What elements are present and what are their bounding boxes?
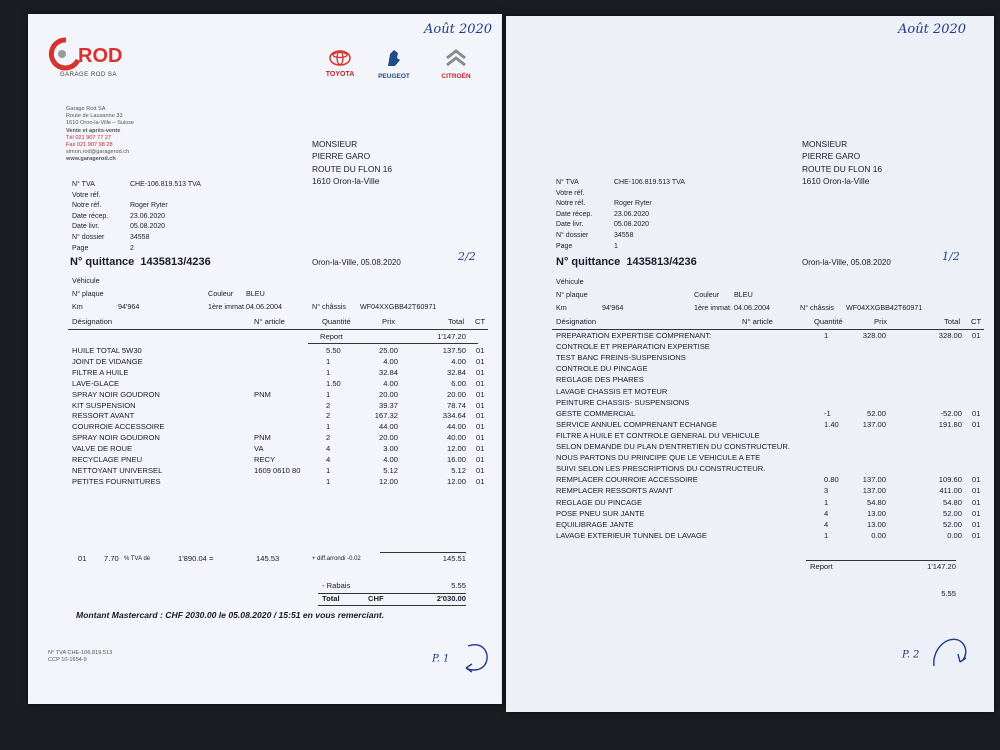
cell-d: SERVICE ANNUEL COMPRENANT ECHANGE	[556, 419, 718, 429]
handwritten-page-mark: 1/2	[942, 250, 960, 263]
cell-q: 1	[326, 476, 331, 486]
table-row	[506, 431, 994, 442]
cell-t: 411.00	[939, 486, 962, 496]
toyota-label: TOYOTA	[325, 71, 355, 78]
report-row: Report 1'147.20	[810, 562, 956, 571]
color-label: Couleur	[694, 290, 720, 299]
cell-c: 01	[476, 356, 485, 366]
cell-t: 44.00	[446, 422, 466, 432]
cell-d: FILTRE A HUILE	[72, 367, 129, 377]
handwritten-date: Août 2020	[898, 22, 967, 37]
signature-arrow-icon	[928, 632, 972, 676]
cell-p: 3.00	[383, 444, 398, 454]
cell-c: 01	[972, 486, 981, 496]
cell-d: JOINT DE VIDANGE	[72, 356, 143, 366]
table-row	[28, 390, 502, 401]
rabais-row: - Rabais 5.55	[322, 581, 466, 590]
cell-d: KIT SUSPENSION	[72, 400, 136, 410]
table-row	[506, 387, 994, 398]
table-row	[506, 475, 994, 486]
cell-p: 0.00	[871, 530, 886, 540]
km-label: Km	[556, 303, 567, 312]
cell-q: 4	[326, 455, 331, 464]
cell-p: 137.00	[862, 486, 886, 496]
cell-t: 40.00	[446, 433, 466, 443]
cell-q: 4	[326, 444, 331, 454]
cell-d: EQUILIBRAGE JANTE	[556, 519, 634, 529]
cell-t: 52.00	[942, 519, 962, 529]
cell-d: SUIVI SELON LES PRESCRIPTIONS DU CONSTRUCTEUR.	[556, 464, 766, 474]
cell-p: 52.00	[866, 408, 886, 418]
cell-a: 1609 0610 80	[254, 465, 301, 475]
company-address: Garage Rod SA Route de Lausanne 33 1610 Oron-la-Ville – Suisse Vente et après-vente Tél 021 907 77 27 Fax 021 907 98 28 simon.rod@garagerod.ch www.garagerod.ch	[66, 106, 134, 163]
cell-q: 1	[326, 389, 331, 399]
color-label: Couleur	[208, 289, 234, 298]
cell-p: 328.00	[862, 331, 886, 340]
cell-a: VA	[254, 444, 264, 454]
vat-row: 01 7.70 % TVA de 1'890.04 = 145.53 + diff.arrondi -0.02 145.51	[78, 554, 466, 563]
cell-d: PEINTURE CHASSIS- SUSPENSIONS	[556, 397, 690, 407]
cell-c: 01	[972, 508, 981, 518]
plate-label: N° plaque	[556, 290, 588, 299]
cell-t: 54.80	[942, 497, 962, 507]
total-row: Total CHF 2'030.00	[322, 594, 466, 603]
cell-d: POSE PNEU SUR JANTE	[556, 508, 645, 518]
cell-d: LAVAGE CHASSIS ET MOTEUR	[556, 386, 668, 396]
vat-rule	[380, 552, 466, 553]
color-value: BLEU	[246, 289, 265, 298]
table-row	[28, 422, 502, 433]
table-header: Désignation N° article Quantité Prix Total CT	[72, 317, 486, 326]
cell-q: 1	[326, 465, 331, 475]
handwritten-signature: P. 1	[432, 638, 494, 678]
km-label: Km	[72, 302, 83, 311]
table-row	[28, 466, 502, 477]
cell-p: 25.00	[378, 346, 398, 355]
cell-c: 01	[972, 419, 981, 429]
handwritten-signature: P. 2	[902, 632, 972, 676]
peugeot-label: PEUGEOT	[378, 73, 410, 80]
first-reg-value: 04.06.2004	[734, 303, 770, 312]
table-row	[28, 433, 502, 444]
citroen-label: CITROËN	[441, 73, 471, 80]
cell-p: 13.00	[866, 508, 886, 518]
cell-c: 01	[476, 476, 485, 486]
cell-p: 12.00	[378, 476, 398, 486]
cell-p: 32.84	[378, 367, 398, 377]
quittance-number: N° quittance 1435813/4236	[556, 256, 697, 268]
cell-c: 01	[476, 444, 485, 454]
cell-d: SPRAY NOIR GOUDRON	[72, 389, 160, 399]
cell-t: 0.00	[947, 530, 962, 540]
cell-p: 54.80	[866, 497, 886, 507]
cell-t: 137.50	[442, 346, 466, 355]
signature-arrow-icon	[460, 638, 494, 678]
rabais-value: 5.55	[941, 589, 956, 598]
table-row	[506, 442, 994, 453]
cell-c: 01	[476, 378, 485, 388]
cell-d: SELON DEMANDE DU PLAN D'ENTRETIEN DU CONSTRUCTEUR.	[556, 442, 790, 451]
cell-t: 5.12	[451, 465, 466, 475]
header-rule	[68, 329, 488, 330]
cell-a: RECY	[254, 455, 276, 464]
table-row	[28, 379, 502, 390]
table-row	[506, 464, 994, 475]
cell-c: 01	[476, 465, 485, 475]
km-value: 94'964	[602, 303, 624, 312]
table-row	[28, 455, 502, 466]
handwritten-date: Août 2020	[424, 22, 493, 37]
cell-d: NOUS PARTONS DU PRINCIPE QUE LE VEHICULE A ETE	[556, 453, 761, 463]
cell-c: 01	[476, 367, 485, 377]
cell-c: 01	[972, 497, 981, 507]
cell-q: 1	[824, 331, 829, 340]
vehicle-title: Véhicule	[556, 277, 584, 286]
cell-p: 4.00	[383, 455, 398, 464]
table-row	[28, 357, 502, 368]
report-row: Report 1'147.20	[320, 332, 466, 341]
cell-t: 109.60	[938, 475, 962, 485]
place-date: Oron-la-Ville, 05.08.2020	[802, 258, 891, 267]
table-row	[506, 364, 994, 375]
cell-t: 52.00	[942, 508, 962, 518]
cell-t: 16.00	[446, 455, 466, 464]
report-rule	[308, 343, 478, 344]
table-row	[506, 486, 994, 497]
cell-c: 01	[476, 389, 485, 399]
table-header: Désignation N° article Quantité Prix Total CT	[556, 317, 982, 326]
cell-d: CONTROLE ET PREPARATION EXPERTISE	[556, 342, 710, 352]
first-reg-label: 1ère immat.	[208, 302, 246, 311]
cell-t: 12.00	[446, 444, 466, 454]
cell-c: 01	[972, 408, 981, 418]
cell-t: 334.64	[442, 411, 466, 421]
cell-q: 4	[824, 519, 829, 529]
km-value: 94'964	[118, 302, 140, 311]
table-row	[506, 531, 994, 542]
table-row	[506, 509, 994, 520]
cell-d: PETITES FOURNITURES	[72, 476, 161, 486]
cell-d: FILTRE A HUILE ET CONTROLE GENERAL DU VEHICULE	[556, 430, 760, 440]
cell-t: 78.74	[446, 400, 466, 410]
cell-p: 20.00	[378, 389, 398, 399]
cell-q: -1	[824, 408, 831, 418]
rod-logo	[48, 36, 128, 77]
toyota-logo	[322, 50, 358, 78]
footer-info: N° TVA CHE-106.819.513 CCP 10-1654-9	[48, 650, 113, 664]
cell-p: 137.00	[862, 475, 886, 485]
plate-label: N° plaque	[72, 289, 104, 298]
cell-d: RECYCLAGE PNEU	[72, 455, 143, 464]
table-row	[28, 346, 502, 357]
cell-t: -52.00	[940, 408, 962, 418]
cell-q: 2	[326, 411, 331, 421]
cell-q: 1	[326, 367, 331, 377]
cell-c: 01	[972, 475, 981, 485]
table-row	[506, 498, 994, 509]
cell-d: COURROIE ACCESSOIRE	[72, 422, 165, 432]
cell-q: 1.50	[326, 378, 341, 388]
cell-c: 01	[972, 530, 981, 540]
customer-address: MONSIEUR PIERRE GARO ROUTE DU FLON 16 1610 Oron-la-Ville	[312, 139, 393, 187]
cell-d: PREPARATION EXPERTISE COMPRENANT:	[556, 331, 712, 340]
table-row	[506, 375, 994, 386]
cell-p: 137.00	[862, 419, 886, 429]
vehicle-title: Véhicule	[72, 276, 100, 285]
cell-c: 01	[476, 455, 485, 464]
cell-c: 01	[972, 519, 981, 529]
chassis-value: WF04XXGBB42T60971	[360, 302, 437, 311]
cell-d: REMPLACER RESSORTS AVANT	[556, 486, 673, 496]
cell-c: 01	[476, 433, 485, 443]
customer-address: MONSIEUR PIERRE GARO ROUTE DU FLON 16 1610 Oron-la-Ville	[802, 139, 883, 187]
table-row	[506, 398, 994, 409]
table-row	[506, 520, 994, 531]
cell-q: 1	[326, 356, 331, 366]
first-reg-label: 1ère immat.	[694, 303, 732, 312]
svg-text:ROD: ROD	[78, 45, 123, 67]
cell-d: RESSORT AVANT	[72, 411, 135, 421]
cell-p: 4.00	[383, 378, 398, 388]
total-rule-2	[318, 605, 466, 606]
report-rule	[806, 560, 956, 561]
cell-d: VALVE DE ROUE	[72, 444, 133, 454]
table-row	[28, 401, 502, 412]
handwritten-page-mark: 2/2	[458, 250, 476, 263]
table-row	[506, 331, 994, 342]
logo-subtitle: GARAGE ROD SA	[60, 72, 117, 78]
cell-t: 20.00	[446, 389, 466, 399]
cell-t: 32.84	[446, 367, 466, 377]
cell-t: 328.00	[938, 331, 962, 340]
cell-d: REMPLACER COURROIE ACCESSOIRE	[556, 475, 698, 485]
citroen-logo	[434, 48, 478, 80]
cell-t: 12.00	[446, 476, 466, 486]
color-value: BLEU	[734, 290, 753, 299]
cell-d: SPRAY NOIR GOUDRON	[72, 433, 160, 443]
cell-d: LAVE-GLACE	[72, 378, 120, 388]
cell-p: 44.00	[378, 422, 398, 432]
table-row	[28, 444, 502, 455]
invoice-page-1	[28, 14, 502, 704]
cell-a: PNM	[254, 433, 271, 443]
cell-d: NETTOYANT UNIVERSEL	[72, 465, 163, 475]
cell-q: 1	[824, 497, 829, 507]
cell-q: 4	[824, 508, 829, 518]
cell-d: GESTE COMMERCIAL	[556, 408, 636, 418]
place-date: Oron-la-Ville, 05.08.2020	[312, 258, 401, 267]
peugeot-logo	[374, 48, 414, 80]
cell-d: REGLAGE DES PHARES	[556, 375, 644, 385]
cell-q: 1	[326, 422, 331, 432]
chassis-value: WF04XXGBB42T60971	[846, 303, 923, 312]
cell-d: LAVAGE EXTERIEUR TUNNEL DE LAVAGE	[556, 530, 707, 540]
cell-c: 01	[972, 331, 981, 340]
table-row	[506, 342, 994, 353]
cell-c: 01	[476, 400, 485, 410]
cell-p: 20.00	[378, 433, 398, 443]
chassis-label: N° châssis	[312, 302, 347, 311]
cell-t: 6.00	[451, 378, 466, 388]
table-row	[506, 409, 994, 420]
cell-q: 3	[824, 486, 829, 496]
table-row	[28, 477, 502, 488]
cell-t: 191.80	[938, 419, 962, 429]
invoice-page-2	[506, 16, 994, 712]
cell-c: 01	[476, 411, 485, 421]
total-rule-1	[318, 593, 466, 594]
cell-p: 39.37	[378, 400, 398, 410]
chassis-label: N° châssis	[800, 303, 835, 312]
cell-c: 01	[476, 346, 485, 355]
table-row	[506, 453, 994, 464]
table-row	[28, 368, 502, 379]
invoice-meta: N° TVA CHE-106.819.513 TVA Votre réf. Notre réf. Roger Ryter Date récep. 23.06.2020 Date livr. 05.08.2020 N° dossier 34558 Page 1	[556, 179, 685, 250]
header-rule	[552, 329, 984, 330]
table-row	[506, 420, 994, 431]
cell-q: 2	[326, 400, 331, 410]
table-row	[506, 353, 994, 364]
cell-q: 1.40	[824, 419, 839, 429]
cell-t: 4.00	[451, 356, 466, 366]
cell-c: 01	[476, 422, 485, 432]
cell-p: 167.32	[374, 411, 398, 421]
quittance-number: N° quittance 1435813/4236	[70, 256, 211, 268]
cell-p: 5.12	[383, 465, 398, 475]
cell-d: CONTROLE DU PINCAGE	[556, 364, 648, 374]
cell-q: 5.50	[326, 346, 341, 355]
cell-d: HUILE TOTAL 5W30	[72, 346, 142, 355]
cell-d: REGLAGE DU PINCAGE	[556, 497, 643, 507]
payment-note: Montant Mastercard : CHF 2030.00 le 05.08.2020 / 15:51 en vous remerciant.	[76, 610, 385, 620]
table-row	[28, 411, 502, 422]
cell-d: TEST BANC FREINS-SUSPENSIONS	[556, 353, 686, 363]
cell-a: PNM	[254, 389, 271, 399]
invoice-meta: N° TVA CHE-106.819.513 TVA Votre réf. Notre réf. Roger Ryter Date récep. 23.06.2020 Date livr. 05.08.2020 N° dossier 34558 Page 2	[72, 181, 201, 252]
cell-q: 1	[824, 530, 829, 540]
first-reg-value: 04.06.2004	[246, 302, 282, 311]
cell-p: 4.00	[383, 356, 398, 366]
cell-p: 13.00	[866, 519, 886, 529]
cell-q: 2	[326, 433, 331, 443]
cell-q: 0.80	[824, 475, 839, 485]
